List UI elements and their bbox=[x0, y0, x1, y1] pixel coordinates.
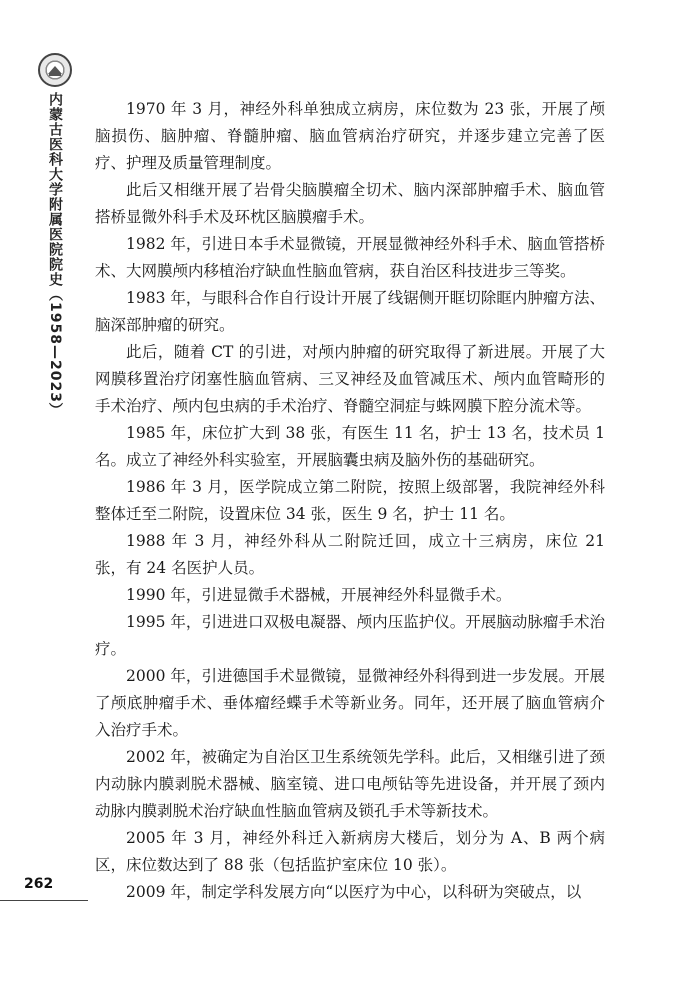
paragraph: 1985 年，床位扩大到 38 张，有医生 11 名，护士 13 名，技术员 1 名。成立了神经外科实验室，开展脑囊虫病及脑外伤的基础研究。 bbox=[95, 424, 605, 469]
paragraph: 此后又相继开展了岩骨尖脑膜瘤全切术、脑内深部肿瘤手术、脑血管搭桥显微外科手术及环枕区脑膜瘤手术。 bbox=[95, 181, 605, 226]
paragraph: 1970 年 3 月，神经外科单独成立病房，床位数为 23 张，开展了颅脑损伤、脑肿瘤、脊髓肿瘤、脑血管病治疗研究，并逐步建立完善了医疗、护理及质量管理制度。 bbox=[95, 100, 605, 172]
paragraph: 2009 年，制定学科发展方向“以医疗为中心，以科研为突破点，以 bbox=[126, 883, 582, 901]
paragraph: 1983 年，与眼科合作自行设计开展了线锯侧开眶切除眶内肿瘤方法、脑深部肿瘤的研究。 bbox=[95, 289, 605, 334]
page-number: 262 bbox=[24, 876, 54, 892]
paragraph: 1986 年 3 月，医学院成立第二附院，按照上级部署，我院神经外科整体迁至二附院，设置床位 34 张，医生 9 名，护士 11 名。 bbox=[95, 478, 605, 523]
paragraph: 1982 年，引进日本手术显微镜，开展显微神经外科手术、脑血管搭桥术、大网膜颅内移植治疗缺血性脑血管病，获自治区科技进步三等奖。 bbox=[95, 235, 605, 280]
footer-divider bbox=[0, 900, 88, 901]
main-text bbox=[95, 96, 605, 906]
book-title-vertical: 内蒙古医科大学附属医院院史（1958—2023） bbox=[47, 92, 63, 418]
university-seal-icon bbox=[38, 53, 72, 87]
paragraph: 2005 年 3 月，神经外科迁入新病房大楼后，划分为 A、B 两个病区，床位数达到了 88 张（包括监护室床位 10 张）。 bbox=[95, 829, 605, 874]
paragraph: 1990 年，引进显微手术器械，开展神经外科显微手术。 bbox=[126, 586, 512, 604]
paragraph: 此后，随着 CT 的引进，对颅内肿瘤的研究取得了新进展。开展了大网膜移置治疗闭塞性脑血管病、三叉神经及血管减压术、颅内血管畸形的手术治疗、颅内包虫病的手术治疗、脊髓空洞症与蛛网膜下腔分流术等。 bbox=[95, 343, 605, 415]
paragraph: 1988 年 3 月，神经外科从二附院迁回，成立十三病房，床位 21 张，有 24 名医护人员。 bbox=[95, 532, 605, 577]
paragraph: 1995 年，引进进口双极电凝器、颅内压监护仪。开展脑动脉瘤手术治疗。 bbox=[95, 613, 605, 658]
paragraph: 2000 年，引进德国手术显微镜，显微神经外科得到进一步发展。开展了颅底肿瘤手术、垂体瘤经蝶手术等新业务。同年，还开展了脑血管病介入治疗手术。 bbox=[95, 667, 605, 739]
paragraph: 2002 年，被确定为自治区卫生系统领先学科。此后，又相继引进了颈内动脉内膜剥脱术器械、脑室镜、进口电颅钻等先进设备，并开展了颈内动脉内膜剥脱术治疗缺血性脑血管病及锁孔手术等新技术。 bbox=[95, 748, 605, 820]
